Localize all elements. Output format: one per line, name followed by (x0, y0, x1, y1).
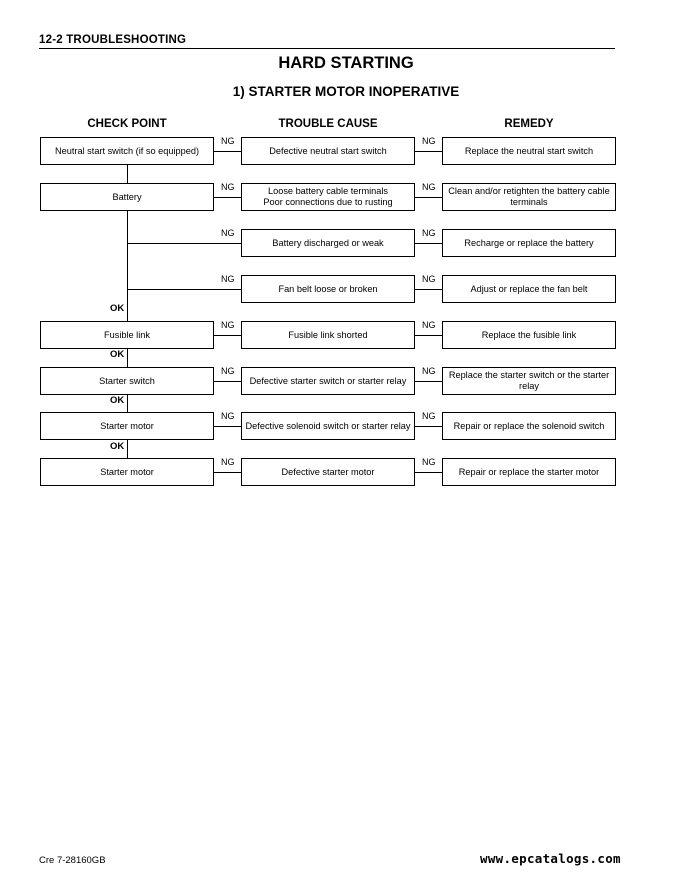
document-code: Cre 7-28160GB (39, 855, 106, 866)
ng-connector (127, 243, 241, 244)
ng-connector (415, 426, 442, 427)
page-subtitle: 1) STARTER MOTOR INOPERATIVE (232, 84, 460, 99)
trouble-cause-box: Defective neutral start switch (241, 137, 415, 165)
ng-connector (415, 381, 442, 382)
ng-label: NG (221, 320, 235, 330)
ng-label: NG (422, 366, 436, 376)
ng-label: NG (221, 457, 235, 467)
trouble-cause-box: Defective solenoid switch or starter relay (241, 412, 415, 440)
ok-label: OK (110, 349, 125, 360)
check-point-box: Starter switch (40, 367, 214, 395)
flow-connector (127, 211, 128, 321)
ng-label: NG (221, 411, 235, 421)
remedy-box: Recharge or replace the battery (442, 229, 616, 257)
trouble-cause-box: Defective starter motor (241, 458, 415, 486)
remedy-box: Replace the neutral start switch (442, 137, 616, 165)
trouble-cause-box: Defective starter switch or starter relay (241, 367, 415, 395)
ng-connector (415, 151, 442, 152)
watermark: www.epcatalogs.com (480, 851, 621, 866)
ng-connector (214, 381, 241, 382)
ng-label: NG (422, 274, 436, 284)
flow-connector (127, 395, 128, 412)
ng-connector (415, 197, 442, 198)
remedy-box: Replace the fusible link (442, 321, 616, 349)
ng-connector (214, 151, 241, 152)
trouble-cause-box: Fusible link shorted (241, 321, 415, 349)
remedy-box: Clean and/or retighten the battery cable terminals (442, 183, 616, 211)
remedy-box: Repair or replace the solenoid switch (442, 412, 616, 440)
column-header-check-point: CHECK POINT (87, 118, 167, 130)
check-point-box: Starter motor (40, 458, 214, 486)
ok-label: OK (110, 303, 125, 314)
check-point-box: Battery (40, 183, 214, 211)
column-header-remedy: REMEDY (504, 118, 554, 130)
ng-label: NG (422, 411, 436, 421)
flow-connector (127, 349, 128, 367)
trouble-cause-box: Battery discharged or weak (241, 229, 415, 257)
ng-connector (127, 289, 241, 290)
ng-label: NG (221, 228, 235, 238)
trouble-cause-box: Loose battery cable terminals Poor connections due to rusting (241, 183, 415, 211)
remedy-box: Adjust or replace the fan belt (442, 275, 616, 303)
ng-connector (415, 243, 442, 244)
check-point-box: Neutral start switch (if so equipped) (40, 137, 214, 165)
check-point-box: Starter motor (40, 412, 214, 440)
check-point-box: Fusible link (40, 321, 214, 349)
header-rule (39, 48, 615, 49)
ng-connector (415, 289, 442, 290)
section-header: 12-2 TROUBLESHOOTING (39, 34, 187, 46)
flow-connector (127, 440, 128, 458)
ok-label: OK (110, 395, 125, 406)
ng-connector (214, 472, 241, 473)
ng-connector (214, 197, 241, 198)
trouble-cause-box: Fan belt loose or broken (241, 275, 415, 303)
ng-connector (415, 335, 442, 336)
ng-label: NG (221, 182, 235, 192)
ng-connector (214, 426, 241, 427)
ng-label: NG (221, 366, 235, 376)
ng-label: NG (422, 457, 436, 467)
remedy-box: Repair or replace the starter motor (442, 458, 616, 486)
ng-label: NG (422, 182, 436, 192)
page-title: HARD STARTING (278, 54, 414, 72)
ng-label: NG (221, 136, 235, 146)
ng-connector (214, 335, 241, 336)
ng-label: NG (422, 320, 436, 330)
ok-label: OK (110, 441, 125, 452)
flow-connector (127, 165, 128, 183)
ng-label: NG (422, 136, 436, 146)
ng-label: NG (422, 228, 436, 238)
column-header-trouble-cause: TROUBLE CAUSE (278, 118, 378, 130)
ng-connector (415, 472, 442, 473)
remedy-box: Replace the starter switch or the starter relay (442, 367, 616, 395)
ng-label: NG (221, 274, 235, 284)
